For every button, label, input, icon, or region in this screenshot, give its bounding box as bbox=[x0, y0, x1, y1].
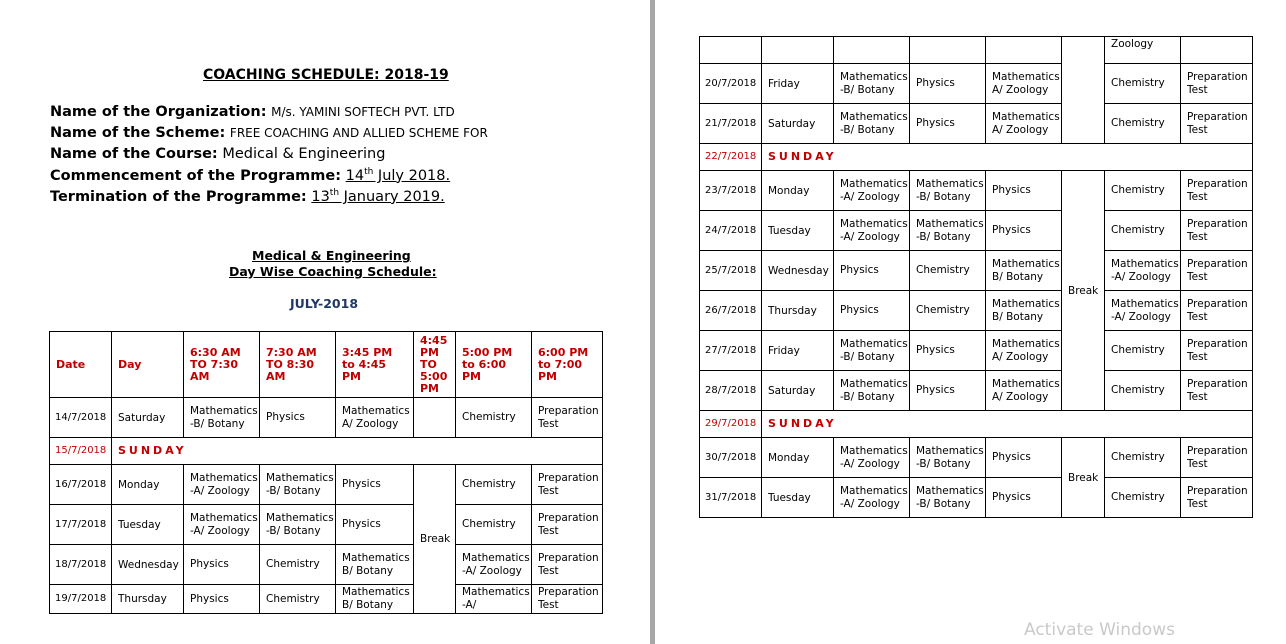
table-row bbox=[50, 465, 603, 505]
subject-cell: Physics bbox=[910, 64, 986, 104]
subject-cell: Mathematics -A/ Zoology bbox=[834, 171, 910, 211]
header-date: Date bbox=[50, 332, 112, 398]
subject-cell: Mathematics -B/ Botany bbox=[910, 478, 986, 518]
subject-cell: Chemistry bbox=[1105, 171, 1181, 211]
subject-cell: Physics bbox=[910, 104, 986, 144]
table-row bbox=[50, 505, 603, 545]
subject-cell: Preparation Test bbox=[1181, 331, 1253, 371]
subject-cell: Physics bbox=[336, 465, 414, 505]
subject-cell: Physics bbox=[336, 505, 414, 545]
header-slot-5: 6:00 PM to 7:00 PM bbox=[532, 332, 603, 398]
date-cell: 27/7/2018 bbox=[700, 331, 762, 371]
date-cell: 19/7/2018 bbox=[50, 585, 112, 614]
break-cell: Break bbox=[1062, 438, 1105, 518]
organization-label: Name of the Organization: bbox=[50, 104, 267, 120]
subject-cell: Mathematics -A/ Zoology bbox=[456, 545, 532, 585]
table-row bbox=[700, 251, 1253, 291]
day-cell: Thursday bbox=[762, 291, 834, 331]
break-cell: Break bbox=[1062, 171, 1105, 411]
subject-cell: Physics bbox=[986, 171, 1062, 211]
table-row bbox=[50, 545, 603, 585]
break-cell: Break bbox=[414, 465, 456, 614]
subject-cell: Mathematics A/ Zoology bbox=[986, 104, 1062, 144]
subject-cell: Mathematics -A/ Zoology bbox=[184, 465, 260, 505]
table-row-continued bbox=[700, 37, 1253, 64]
subject-cell: Chemistry bbox=[1105, 64, 1181, 104]
day-cell: Friday bbox=[762, 64, 834, 104]
termination-label: Termination of the Programme: bbox=[50, 188, 307, 205]
subject-cell: Chemistry bbox=[1105, 371, 1181, 411]
subject-cell: Mathematics A/ Zoology bbox=[336, 398, 414, 438]
subject-cell: Chemistry bbox=[1105, 211, 1181, 251]
day-cell: Monday bbox=[112, 465, 184, 505]
subject-cell: Chemistry bbox=[1105, 478, 1181, 518]
sunday-cell: SUNDAY bbox=[112, 438, 603, 465]
header-slot-4: 5:00 PM to 6:00 PM bbox=[456, 332, 532, 398]
table-row bbox=[50, 438, 603, 465]
commencement-line bbox=[50, 167, 450, 184]
day-cell: Tuesday bbox=[762, 211, 834, 251]
header-day: Day bbox=[112, 332, 184, 398]
subject-cell: Chemistry bbox=[260, 545, 336, 585]
table-row bbox=[700, 211, 1253, 251]
subject-cell: Preparation Test bbox=[1181, 438, 1253, 478]
subject-cell: Physics bbox=[986, 211, 1062, 251]
day-cell: Saturday bbox=[762, 371, 834, 411]
subject-cell: Chemistry bbox=[456, 465, 532, 505]
header-slot-1: 6:30 AM TO 7:30 AM bbox=[184, 332, 260, 398]
subject-cell: Mathematics A/ Zoology bbox=[986, 371, 1062, 411]
subject-cell: Preparation Test bbox=[532, 545, 603, 585]
table-row bbox=[700, 171, 1253, 211]
table-row bbox=[700, 331, 1253, 371]
document-title: COACHING SCHEDULE: 2018-19 bbox=[203, 67, 449, 83]
subject-cell: Preparation Test bbox=[1181, 64, 1253, 104]
subject-cell: Chemistry bbox=[1105, 331, 1181, 371]
subject-cell: Preparation Test bbox=[1181, 211, 1253, 251]
subject-cell: Physics bbox=[260, 398, 336, 438]
date-cell: 20/7/2018 bbox=[700, 64, 762, 104]
table-row bbox=[700, 438, 1253, 478]
schedule-table-page-2 bbox=[699, 36, 1253, 518]
subject-cell: Mathematics -B/ Botany bbox=[910, 211, 986, 251]
date-cell: 31/7/2018 bbox=[700, 478, 762, 518]
subject-cell: Mathematics -B/ Botany bbox=[834, 331, 910, 371]
date-cell: 22/7/2018 bbox=[700, 144, 762, 171]
day-cell: Saturday bbox=[762, 104, 834, 144]
table-row bbox=[700, 64, 1253, 104]
month-heading: JULY-2018 bbox=[290, 296, 359, 311]
date-cell: 14/7/2018 bbox=[50, 398, 112, 438]
course-label: Name of the Course: bbox=[50, 146, 218, 162]
subject-cell: Chemistry bbox=[456, 505, 532, 545]
course-value: Medical & Engineering bbox=[222, 146, 386, 162]
sunday-cell: SUNDAY bbox=[762, 411, 1253, 438]
subject-cell: Mathematics A/ Zoology bbox=[986, 64, 1062, 104]
course-line bbox=[50, 146, 385, 162]
subject-cell: Physics bbox=[910, 331, 986, 371]
table-row bbox=[50, 585, 603, 614]
date-cell: 17/7/2018 bbox=[50, 505, 112, 545]
subheading-schedule: Day Wise Coaching Schedule: bbox=[229, 264, 437, 279]
date-cell: 15/7/2018 bbox=[50, 438, 112, 465]
subject-cell: Mathematics A/ Zoology bbox=[986, 331, 1062, 371]
subject-cell: Preparation Test bbox=[532, 585, 603, 614]
day-cell: Monday bbox=[762, 171, 834, 211]
subject-cell: Chemistry bbox=[910, 291, 986, 331]
table-row bbox=[50, 398, 603, 438]
subject-cell: Preparation Test bbox=[1181, 251, 1253, 291]
subject-cell: Preparation Test bbox=[1181, 171, 1253, 211]
subject-cell: Physics bbox=[834, 291, 910, 331]
day-cell: Wednesday bbox=[112, 545, 184, 585]
subject-cell: Preparation Test bbox=[1181, 291, 1253, 331]
subject-cell: Mathematics -A/ Zoology bbox=[834, 438, 910, 478]
subject-cell: Preparation Test bbox=[532, 465, 603, 505]
subject-cell: Mathematics B/ Botany bbox=[986, 291, 1062, 331]
subject-cell: Preparation Test bbox=[1181, 104, 1253, 144]
subject-cell: Mathematics -A/ Zoology bbox=[1105, 291, 1181, 331]
continued-cell: Zoology bbox=[1105, 37, 1181, 64]
activate-windows-watermark: Activate Windows bbox=[1024, 620, 1175, 640]
subject-cell: Mathematics -B/ Botany bbox=[834, 104, 910, 144]
subject-cell: Mathematics -A/ Zoology bbox=[1105, 251, 1181, 291]
day-cell: Friday bbox=[762, 331, 834, 371]
subject-cell: Mathematics -A/ bbox=[456, 585, 532, 614]
subject-cell: Mathematics B/ Botany bbox=[986, 251, 1062, 291]
commencement-value: 14th July 2018. bbox=[345, 167, 451, 184]
scheme-label: Name of the Scheme: bbox=[50, 125, 226, 141]
header-slot-3: 3:45 PM to 4:45 PM bbox=[336, 332, 414, 398]
date-cell: 29/7/2018 bbox=[700, 411, 762, 438]
subject-cell: Chemistry bbox=[260, 585, 336, 614]
termination-value: 13th January 2019. bbox=[311, 188, 445, 205]
subject-cell: Preparation Test bbox=[532, 505, 603, 545]
subject-cell: Preparation Test bbox=[1181, 478, 1253, 518]
subject-cell: Mathematics -B/ Botany bbox=[260, 505, 336, 545]
table-header-row bbox=[50, 332, 603, 398]
subject-cell: Physics bbox=[986, 438, 1062, 478]
scheme-value: FREE COACHING AND ALLIED SCHEME FOR bbox=[229, 126, 488, 140]
subject-cell: Physics bbox=[834, 251, 910, 291]
subject-cell: Physics bbox=[184, 545, 260, 585]
table-row bbox=[700, 411, 1253, 438]
date-cell: 26/7/2018 bbox=[700, 291, 762, 331]
subject-cell: Mathematics -B/ Botany bbox=[834, 371, 910, 411]
subject-cell: Physics bbox=[910, 371, 986, 411]
date-cell: 25/7/2018 bbox=[700, 251, 762, 291]
organization-line bbox=[50, 104, 455, 120]
organization-value: M/s. YAMINI SOFTECH PVT. LTD bbox=[271, 105, 455, 119]
day-cell: Thursday bbox=[112, 585, 184, 614]
empty-break-cell bbox=[414, 398, 456, 438]
subject-cell: Chemistry bbox=[1105, 104, 1181, 144]
subject-cell: Preparation Test bbox=[532, 398, 603, 438]
date-cell: 24/7/2018 bbox=[700, 211, 762, 251]
day-cell: Wednesday bbox=[762, 251, 834, 291]
table-row bbox=[700, 291, 1253, 331]
header-slot-break: 4:45 PM TO 5:00 PM bbox=[414, 332, 456, 398]
schedule-table-page-1 bbox=[49, 331, 603, 614]
date-cell: 28/7/2018 bbox=[700, 371, 762, 411]
date-cell: 18/7/2018 bbox=[50, 545, 112, 585]
subject-cell: Physics bbox=[184, 585, 260, 614]
termination-line bbox=[50, 188, 445, 205]
table-row bbox=[700, 144, 1253, 171]
day-cell: Tuesday bbox=[762, 478, 834, 518]
subject-cell: Mathematics -B/ Botany bbox=[184, 398, 260, 438]
subject-cell: Mathematics B/ Botany bbox=[336, 545, 414, 585]
header-slot-2: 7:30 AM TO 8:30 AM bbox=[260, 332, 336, 398]
date-cell: 16/7/2018 bbox=[50, 465, 112, 505]
subject-cell: Mathematics -A/ Zoology bbox=[834, 478, 910, 518]
subject-cell: Preparation Test bbox=[1181, 371, 1253, 411]
date-cell: 21/7/2018 bbox=[700, 104, 762, 144]
day-cell: Saturday bbox=[112, 398, 184, 438]
day-cell: Monday bbox=[762, 438, 834, 478]
subject-cell: Mathematics -B/ Botany bbox=[910, 438, 986, 478]
table-row bbox=[700, 104, 1253, 144]
subject-cell: Mathematics B/ Botany bbox=[336, 585, 414, 614]
table-row bbox=[700, 478, 1253, 518]
subject-cell: Mathematics -B/ Botany bbox=[834, 64, 910, 104]
subject-cell: Mathematics -B/ Botany bbox=[910, 171, 986, 211]
scheme-line bbox=[50, 125, 488, 141]
date-cell: 30/7/2018 bbox=[700, 438, 762, 478]
sunday-cell: SUNDAY bbox=[762, 144, 1253, 171]
commencement-label: Commencement of the Programme: bbox=[50, 167, 342, 184]
subject-cell: Mathematics -A/ Zoology bbox=[834, 211, 910, 251]
subject-cell: Mathematics -B/ Botany bbox=[260, 465, 336, 505]
table-row bbox=[700, 371, 1253, 411]
subject-cell: Chemistry bbox=[456, 398, 532, 438]
subject-cell: Physics bbox=[986, 478, 1062, 518]
subject-cell: Chemistry bbox=[1105, 438, 1181, 478]
subject-cell: Chemistry bbox=[910, 251, 986, 291]
subheading-course: Medical & Engineering bbox=[252, 248, 411, 263]
day-cell: Tuesday bbox=[112, 505, 184, 545]
subject-cell: Mathematics -A/ Zoology bbox=[184, 505, 260, 545]
date-cell: 23/7/2018 bbox=[700, 171, 762, 211]
